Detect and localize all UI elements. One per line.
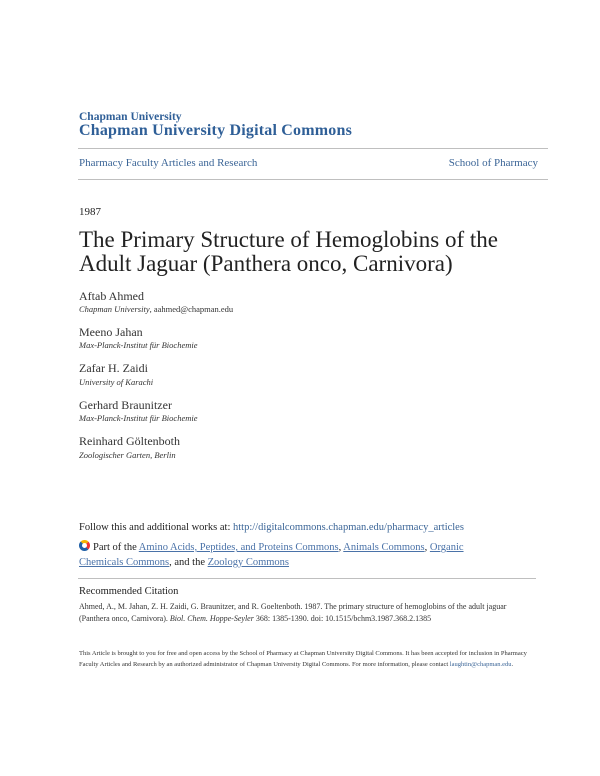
citation-journal: Biol. Chem. Hoppe-Seyler [169,614,254,623]
collection-url-link[interactable]: http://digitalcommons.chapman.edu/pharmacy_articles [233,522,464,533]
institution-name: Chapman University [79,111,182,123]
publication-year: 1987 [79,206,101,218]
discipline-link[interactable]: Animals Commons [343,542,425,553]
author-affiliation: University of Karachi [79,377,154,387]
author-name: Reinhard Göltenboth [79,434,180,448]
follow-line [79,522,464,533]
discipline-link[interactable]: Organic Chemicals Commons [79,542,464,568]
follow-label: Follow this and additional works at: [79,522,231,533]
discipline-link[interactable]: Zoology Commons [207,557,290,568]
collection-link[interactable]: Pharmacy Faculty Articles and Research [79,157,258,169]
separator: , [338,542,344,553]
part-of-prefix: Part of the [93,542,137,553]
author-name: Aftab Ahmed [79,289,144,303]
separator: , and the [169,557,205,568]
citation-heading: Recommended Citation [79,586,179,597]
contact-email-link[interactable]: laughtin@chapman.edu [449,661,512,668]
network-logo-icon [79,540,90,551]
affiliation-text: Chapman University [79,304,150,314]
divider [78,179,548,180]
citation-part: 368: 1385-1390. doi: 10.1515/bchm3.1987.368.2.1385 [253,614,432,623]
footer-notice [79,648,534,670]
author-affiliation: Chapman University, aahmed@chapman.edu [79,304,234,314]
footer-text: This Article is brought to you for free and open access by the School of Pharmacy at Chapman University Digital Commons. It has been accepted for inclusion in Pharmacy Faculty Articles and Research by an authorized administrator of Chapman University Digital Commons. For more information, please contact [79,650,527,668]
citation-text [79,601,529,625]
author-name: Gerhard Braunitzer [79,398,172,412]
discipline-link[interactable]: Amino Acids, Peptides, and Proteins Commons [138,542,339,553]
author-affiliation: Zoologischer Garten, Berlin [79,450,176,460]
article-title: The Primary Structure of Hemoglobins of the Adult Jaguar (Panthera onco, Carnivora) [79,227,499,276]
author-name: Meeno Jahan [79,325,143,339]
divider [78,578,536,579]
repository-name[interactable]: Chapman University Digital Commons [79,122,353,139]
author-affiliation: Max-Planck-Institut für Biochemie [79,340,198,350]
part-of-line [79,540,499,570]
footer-end: . [511,661,514,668]
author-email: aahmed@chapman.edu [153,304,234,314]
divider [78,148,548,149]
citation-part: Ahmed, A., M. Jahan, Z. H. Zaidi, G. Braunitzer, and R. Goeltenboth. 1987. The primary structure of hemoglobins of the adult jaguar (Panthera onco, Carnivora). [79,602,507,623]
separator: , [424,542,430,553]
school-link[interactable]: School of Pharmacy [448,157,538,169]
author-name: Zafar H. Zaidi [79,361,148,375]
author-affiliation: Max-Planck-Institut für Biochemie [79,413,198,423]
